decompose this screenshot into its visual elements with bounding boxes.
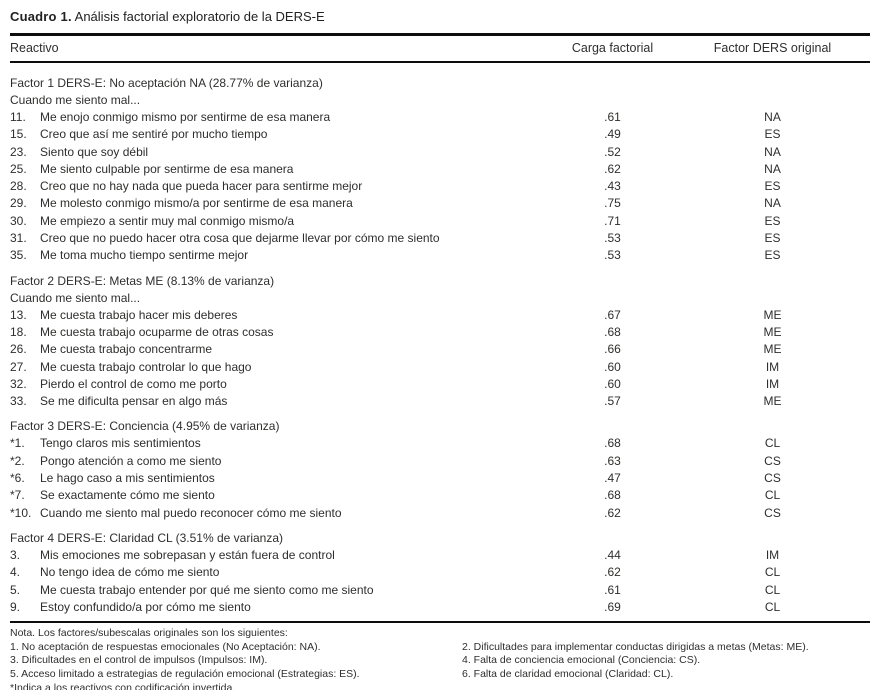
- note-row: [10, 668, 874, 682]
- factor-loading-value: .61: [604, 110, 621, 124]
- original-factor-value: ES: [764, 231, 781, 246]
- section-heading: Factor 4 DERS-E: Claridad CL (3.51% de varianza): [10, 530, 283, 545]
- factor-loading-value: .60: [604, 359, 621, 374]
- item-text: Me cuesta trabajo ocuparme de otras cosas: [40, 324, 274, 339]
- item-number: *1.: [10, 436, 25, 451]
- factor-loading-value: .49: [604, 127, 621, 142]
- factor-loading-value: .71: [604, 213, 621, 228]
- table-row: [10, 195, 870, 212]
- section-heading: Factor 3 DERS-E: Conciencia (4.95% de varianza): [10, 419, 280, 434]
- original-factor-value: CL: [764, 582, 781, 597]
- factor-loading-value: .61: [604, 582, 621, 597]
- original-factor-value: ES: [764, 127, 781, 142]
- item-text: No tengo idea de cómo me siento: [40, 565, 220, 580]
- item-cell: [10, 393, 550, 410]
- factor-loading-value: .75: [604, 196, 621, 211]
- note-footnote: *Indica a los reactivos con codificación invertida.: [10, 681, 236, 690]
- table-body: [0, 63, 874, 621]
- item-number: 33.: [10, 394, 27, 409]
- original-factor-value: CL: [764, 565, 781, 580]
- note-row: [10, 654, 874, 668]
- original-factor-value: CL: [764, 599, 781, 614]
- item-text: Pongo atención a como me siento: [40, 453, 222, 468]
- original-factor-value: NA: [764, 196, 781, 211]
- table-row: [10, 505, 870, 522]
- item-cell: [10, 599, 550, 616]
- item-text: Se me dificulta pensar en algo más: [40, 394, 228, 409]
- item-cell: [10, 230, 550, 247]
- factor-loading-value: .47: [604, 471, 621, 486]
- item-text: Creo que no puedo hacer otra cosa que dejarme llevar por cómo me siento: [40, 231, 440, 246]
- item-number: 18.: [10, 324, 27, 339]
- note-item-6: 6. Falta de claridad emocional (Claridad: CL).: [462, 667, 674, 680]
- original-factor-value: IM: [765, 359, 780, 374]
- notes-section: [0, 623, 874, 690]
- item-number: 9.: [10, 599, 21, 614]
- factor-loading-value: .66: [604, 342, 621, 357]
- item-number: 5.: [10, 582, 21, 597]
- table-row: [10, 393, 870, 410]
- original-factor-value: ME: [763, 307, 782, 322]
- item-text: Me cuesta trabajo entender por qué me siento como me siento: [40, 582, 374, 597]
- note-item-4: 4. Falta de conciencia emocional (Conciencia: CS).: [462, 654, 701, 667]
- item-cell: [10, 376, 550, 393]
- table-header-row: [0, 36, 874, 61]
- table-row: [10, 213, 870, 230]
- table-row: [10, 144, 870, 161]
- section-heading: Factor 1 DERS-E: No aceptación NA (28.77% de varianza): [10, 76, 323, 90]
- item-text: Me molesto conmigo mismo/a por sentirme de esa manera: [40, 196, 353, 211]
- original-factor-value: ES: [764, 179, 781, 194]
- item-text: Me toma mucho tiempo sentirme mejor: [40, 248, 249, 263]
- table-row: [10, 178, 870, 195]
- note-item-3: 3. Dificultades en el control de impulsos (Impulsos: IM).: [10, 654, 268, 667]
- item-text: Mis emociones me sobrepasan y están fuera de control: [40, 547, 335, 562]
- item-number: 3.: [10, 547, 21, 562]
- original-factor-value: CS: [764, 505, 781, 520]
- table-row: [10, 435, 870, 452]
- factor-loading-value: .53: [604, 248, 621, 263]
- item-number: *6.: [10, 471, 25, 486]
- table-row: [10, 230, 870, 247]
- table-row: [10, 126, 870, 143]
- item-cell: [10, 213, 550, 230]
- item-text: Estoy confundido/a por cómo me siento: [40, 599, 251, 614]
- table-row: [10, 564, 870, 581]
- item-cell: [10, 247, 550, 264]
- item-number: 11.: [10, 110, 26, 124]
- item-text: Le hago caso a mis sentimientos: [40, 471, 215, 486]
- item-text: Creo que así me sentiré por mucho tiempo: [40, 127, 268, 142]
- original-factor-value: NA: [764, 144, 781, 159]
- original-factor-value: NA: [764, 110, 781, 124]
- item-number: 25.: [10, 161, 27, 176]
- factor-loading-value: .44: [604, 547, 621, 562]
- section-stem: Cuando me siento mal...: [10, 290, 141, 305]
- column-header-reactivo: Reactivo: [10, 41, 59, 55]
- table-row: [10, 470, 870, 487]
- item-number: 30.: [10, 213, 27, 228]
- item-number: 26.: [10, 342, 27, 357]
- item-number: 35.: [10, 248, 27, 263]
- table-caption-text: Análisis factorial exploratorio de la DERS-E: [71, 9, 325, 24]
- item-text: Creo que no hay nada que pueda hacer para sentirme mejor: [40, 179, 363, 194]
- item-number: 29.: [10, 196, 27, 211]
- factor-loading-value: .67: [604, 307, 621, 322]
- factor-loading-value: .68: [604, 488, 621, 503]
- item-cell: [10, 505, 550, 522]
- section-stem: Cuando me siento mal...: [10, 93, 141, 107]
- item-cell: [10, 126, 550, 143]
- factor-loading-value: .68: [604, 436, 621, 451]
- table-row: [10, 376, 870, 393]
- item-cell: [10, 359, 550, 376]
- item-text: Me siento culpable por sentirme de esa manera: [40, 161, 294, 176]
- table-row: [10, 547, 870, 564]
- item-number: 27.: [10, 359, 27, 374]
- original-factor-value: ME: [763, 394, 782, 409]
- column-header-carga-factorial: Carga factorial: [571, 41, 654, 55]
- factor-loading-value: .62: [604, 161, 621, 176]
- item-number: 32.: [10, 376, 27, 391]
- table-row: [10, 307, 870, 324]
- table-caption: [0, 0, 874, 33]
- original-factor-value: ES: [764, 248, 781, 263]
- table-row: [10, 582, 870, 599]
- item-text: Cuando me siento mal puedo reconocer cómo me siento: [40, 505, 342, 520]
- table-row: [10, 247, 870, 264]
- item-cell: [10, 564, 550, 581]
- item-number: 28.: [10, 179, 27, 194]
- item-number: *10.: [10, 505, 32, 520]
- item-number: *2.: [10, 453, 25, 468]
- table-caption-number: Cuadro 1.: [10, 9, 72, 24]
- original-factor-value: IM: [765, 376, 780, 391]
- factor-loading-value: .60: [604, 376, 621, 391]
- item-text: Pierdo el control de como me porto: [40, 376, 227, 391]
- item-cell: [10, 435, 550, 452]
- table-row: [10, 599, 870, 616]
- item-cell: [10, 144, 550, 161]
- factor-loading-value: .69: [604, 599, 621, 614]
- item-cell: [10, 195, 550, 212]
- item-number: 23.: [10, 144, 27, 159]
- factor-loading-value: .62: [604, 505, 621, 520]
- column-header-factor-ders-original: Factor DERS original: [713, 41, 832, 55]
- factor-loading-value: .63: [604, 453, 621, 468]
- note-row: [10, 641, 874, 655]
- table-row: [10, 341, 870, 358]
- original-factor-value: NA: [764, 161, 781, 176]
- factor-loading-value: .53: [604, 231, 621, 246]
- table-row: [10, 161, 870, 178]
- factor-loading-value: .57: [604, 394, 621, 409]
- table-row: [10, 487, 870, 504]
- item-cell: [10, 470, 550, 487]
- note-item-2: 2. Dificultades para implementar conductas dirigidas a metas (Metas: ME).: [462, 640, 809, 653]
- item-cell: [10, 341, 550, 358]
- original-factor-value: CS: [764, 471, 781, 486]
- table-row: [10, 359, 870, 376]
- item-cell: [10, 307, 550, 324]
- item-cell: [10, 109, 550, 126]
- item-cell: [10, 178, 550, 195]
- note-item-5: 5. Acceso limitado a estrategias de regulación emocional (Estrategias: ES).: [10, 667, 360, 680]
- item-cell: [10, 547, 550, 564]
- item-number: 15.: [10, 127, 27, 142]
- original-factor-value: CL: [764, 436, 781, 451]
- note-intro: Nota. Los factores/subescalas originales son los siguientes:: [10, 627, 288, 640]
- item-text: Siento que soy débil: [40, 144, 149, 159]
- table-row: [10, 324, 870, 341]
- original-factor-value: ME: [763, 324, 782, 339]
- original-factor-value: IM: [765, 547, 780, 562]
- item-cell: [10, 582, 550, 599]
- item-number: *7.: [10, 488, 25, 503]
- item-text: Me cuesta trabajo controlar lo que hago: [40, 359, 252, 374]
- factor-loading-value: .52: [604, 144, 621, 159]
- item-text: Tengo claros mis sentimientos: [40, 436, 201, 451]
- item-text: Se exactamente cómo me siento: [40, 488, 215, 503]
- item-cell: [10, 324, 550, 341]
- item-cell: [10, 487, 550, 504]
- original-factor-value: ME: [763, 342, 782, 357]
- table-row: [10, 453, 870, 470]
- original-factor-value: ES: [764, 213, 781, 228]
- original-factor-value: CS: [764, 453, 781, 468]
- item-text: Me cuesta trabajo hacer mis deberes: [40, 307, 238, 322]
- item-text: Me cuesta trabajo concentrarme: [40, 342, 213, 357]
- item-text: Me enojo conmigo mismo por sentirme de esa manera: [40, 110, 331, 124]
- factor-loading-value: .68: [604, 324, 621, 339]
- section-heading: Factor 2 DERS-E: Metas ME (8.13% de varianza): [10, 273, 275, 288]
- factor-loading-value: .43: [604, 179, 621, 194]
- item-cell: [10, 453, 550, 470]
- factor-loading-value: .62: [604, 565, 621, 580]
- item-number: 4.: [10, 565, 21, 580]
- table-row: [10, 109, 870, 126]
- note-item-1: 1. No aceptación de respuestas emocionales (No Aceptación: NA).: [10, 640, 321, 653]
- item-number: 31.: [10, 231, 27, 246]
- item-number: 13.: [10, 307, 27, 322]
- item-text: Me empiezo a sentir muy mal conmigo mismo/a: [40, 213, 295, 228]
- item-cell: [10, 161, 550, 178]
- original-factor-value: CL: [764, 488, 781, 503]
